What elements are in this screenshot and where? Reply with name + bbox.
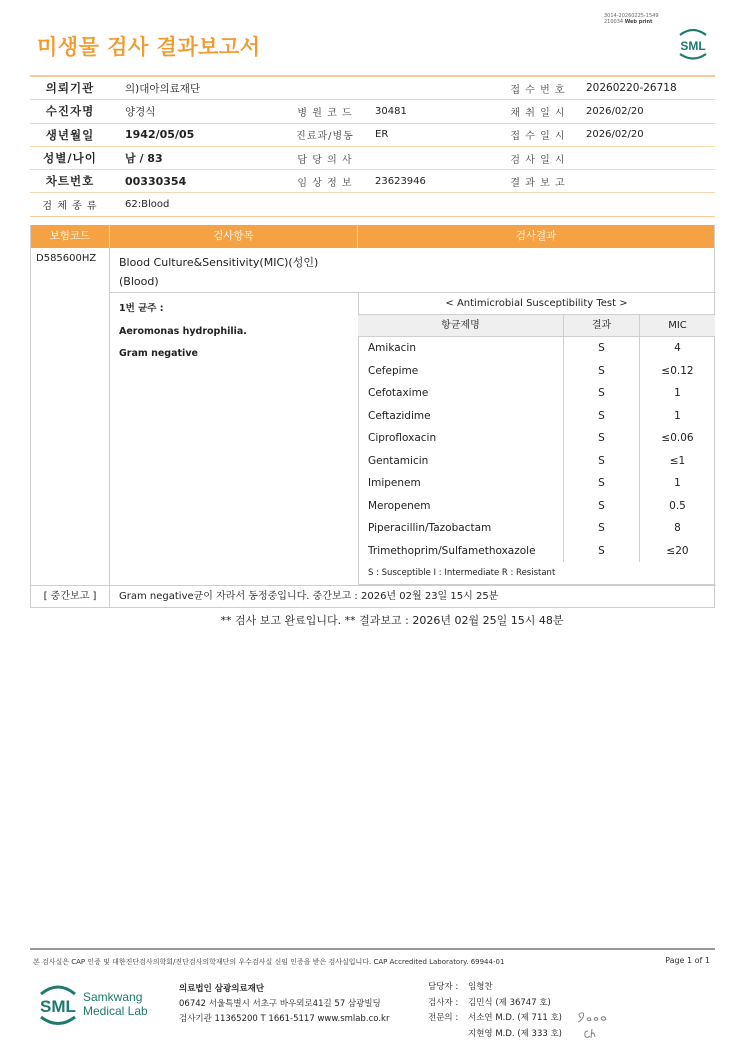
info-value: 30481 [375, 105, 407, 117]
org-name: 의료법인 삼광의료재단 [179, 984, 265, 994]
print-id: 3014-20260225-1549 [604, 13, 659, 19]
info-label: 검 체 종 류 [42, 201, 98, 213]
ast-row [358, 405, 715, 428]
result-table-header [31, 225, 714, 248]
drug-mic: ≤0.06 [661, 432, 694, 444]
info-label: 병 원 코 드 [297, 107, 353, 119]
staff-label: 담당자 : [428, 982, 459, 992]
drug-mic: 4 [674, 342, 681, 354]
ast-legend: S : Susceptible I : Intermediate R : Resistant [358, 562, 715, 585]
interim-text: Gram negative균이 자라서 동정중입니다. 중간보고 : 2026년 02월 23일 15시 25분 [119, 591, 499, 602]
page-number: Page 1 of 1 [665, 956, 710, 965]
drug-result: S [564, 472, 640, 495]
ast-row [358, 427, 715, 450]
organism-name: Aeromonas hydrophilia. [119, 325, 247, 337]
info-row [30, 193, 715, 216]
drug-mic: ≤0.12 [661, 364, 694, 377]
interim-report [31, 585, 716, 607]
staff-row [428, 980, 562, 996]
result-table [30, 225, 715, 608]
header-insurance-code: 보험코드 [31, 225, 110, 248]
organism-label: 1번 균주 : [119, 303, 164, 314]
drug-result: S [564, 405, 640, 428]
drug-name: Cefotaxime [358, 382, 564, 405]
staff-name: 지현영 M.D. (제 333 호) [468, 1028, 563, 1039]
info-value: 2026/02/20 [586, 129, 644, 141]
ast-row [358, 472, 715, 495]
drug-mic: 1 [674, 477, 681, 489]
drug-result: S [564, 337, 640, 360]
ast-row [358, 540, 715, 563]
info-value: 23623946 [375, 175, 426, 187]
drug-name: Ceftazidime [358, 405, 564, 428]
info-row [30, 147, 715, 170]
ast-row [358, 337, 715, 360]
drug-result: S [564, 450, 640, 473]
drug-name: Meropenem [358, 495, 564, 518]
drug-result: S [564, 517, 640, 540]
ast-table [358, 292, 715, 585]
logo-name-1: Samkwang [83, 990, 143, 1004]
drug-mic: 1 [674, 409, 681, 422]
logo-name-2: Medical Lab [83, 1004, 148, 1018]
print-meta [604, 13, 659, 25]
drug-result: S [564, 427, 640, 450]
drug-result: S [564, 540, 640, 563]
staff-row [428, 996, 562, 1012]
ast-row [358, 450, 715, 473]
drug-name: Cefepime [358, 360, 564, 383]
ast-row [358, 382, 715, 405]
staff-name: 임형찬 [468, 982, 493, 992]
info-row [30, 77, 715, 100]
staff-row [428, 1027, 562, 1043]
test-name-line: Blood Culture&Sensitivity(MIC)(성인) [119, 256, 319, 269]
info-label: 의뢰기관 [45, 81, 95, 96]
header-test-result: 검사결과 [515, 230, 557, 242]
info-label: 채 취 일 시 [510, 107, 566, 119]
drug-mic: ≤1 [669, 454, 686, 467]
info-label: 성별/나이 [43, 151, 97, 166]
info-row [30, 124, 715, 147]
signature-image [575, 1009, 615, 1041]
info-value: 62:Blood [125, 199, 170, 211]
staff-row [428, 1011, 562, 1027]
badge-text: SML [680, 39, 706, 53]
info-label: 검 사 일 시 [510, 154, 566, 166]
staff-name: 서소연 M.D. (제 711 호) [468, 1013, 563, 1023]
staff-name: 김민식 (제 36747 호) [468, 997, 551, 1008]
accreditation-note: 본 검사실은 CAP 인증 및 대한진단검사의학회/진단검사의학재단의 우수검사실 신임 인증을 받은 검사실입니다. CAP Accredited Laboratory. 69944-01 [33, 958, 505, 966]
info-label: 생년월일 [45, 127, 95, 142]
info-row [30, 170, 715, 193]
ast-row [358, 495, 715, 518]
drug-mic: 1 [674, 387, 681, 399]
ast-row [358, 517, 715, 540]
org-address: 06742 서울특별시 서초구 바우뫼로41길 57 삼광빌딩 [179, 999, 381, 1009]
drug-mic: 8 [674, 522, 681, 534]
test-specimen-line: (Blood) [119, 275, 159, 288]
footer-divider [30, 948, 715, 950]
header-test-item: 검사항목 [110, 225, 358, 248]
drug-name: Trimethoprim/Sulfamethoxazole [358, 540, 564, 563]
info-value: 의)대아의료재단 [125, 82, 201, 95]
drug-name: Amikacin [358, 337, 564, 360]
drug-name: Imipenem [358, 472, 564, 495]
staff-label: 전문의 : [428, 1013, 459, 1023]
info-value: 1942/05/05 [125, 128, 195, 142]
info-value: 2026/02/20 [586, 105, 644, 117]
print-code: 210034 [604, 19, 624, 25]
ast-row [358, 360, 715, 383]
info-label: 결 과 보 고 [510, 177, 566, 189]
test-name [119, 253, 318, 291]
staff-list [428, 980, 562, 1042]
drug-result: S [564, 360, 640, 383]
drug-mic: ≤20 [666, 544, 689, 557]
patient-info-table [30, 75, 715, 217]
info-label: 차트번호 [45, 174, 95, 189]
staff-label [428, 1027, 468, 1043]
insurance-code: D585600HZ [36, 253, 97, 264]
info-value: 양경식 [125, 105, 156, 118]
info-label: 진료과/병동 [296, 131, 354, 143]
report-title: 미생물 검사 결과보고서 [37, 35, 261, 59]
ast-header [358, 315, 715, 337]
logo-text: SML [40, 997, 76, 1016]
info-value: ER [375, 129, 389, 141]
info-value: 00330354 [125, 174, 187, 188]
drug-result: S [564, 382, 640, 405]
ast-header-drug: 항균제명 [358, 315, 564, 336]
drug-name: Piperacillin/Tazobactam [358, 517, 564, 540]
ast-header-result: 결과 [564, 315, 640, 336]
org-contact: 검사기관 11365200 T 1661-5117 www.smlab.co.kr [179, 1014, 390, 1024]
organism-info [119, 298, 247, 366]
interim-label: [ 중간보고 ] [31, 586, 110, 607]
info-label: 담 당 의 사 [297, 154, 353, 166]
org-info [179, 982, 389, 1027]
drug-name: Ciprofloxacin [358, 427, 564, 450]
ast-header-mic: MIC [668, 320, 687, 331]
drug-result: S [564, 495, 640, 518]
drug-name: Gentamicin [358, 450, 564, 473]
info-label: 수진자명 [45, 104, 95, 119]
organism-gram: Gram negative [119, 348, 198, 360]
info-label: 접 수 번 호 [510, 84, 566, 96]
info-label: 접 수 일 시 [510, 131, 566, 143]
info-row [30, 100, 715, 123]
info-value: 20260220-26718 [586, 82, 677, 95]
info-label: 임 상 정 보 [297, 177, 353, 189]
sml-badge-logo [674, 27, 712, 63]
drug-mic: 0.5 [669, 499, 686, 512]
samkwang-logo [38, 982, 168, 1028]
staff-label: 검사자 : [428, 997, 459, 1008]
ast-title: < Antimicrobial Susceptibility Test > [358, 292, 715, 315]
print-mode: Web print [624, 19, 653, 25]
info-value: 남 / 83 [125, 152, 163, 166]
final-report-text: ** 검사 보고 완료입니다. ** 결과보고 : 2026년 02월 25일 15시 48분 [220, 614, 564, 627]
divider [109, 248, 110, 590]
